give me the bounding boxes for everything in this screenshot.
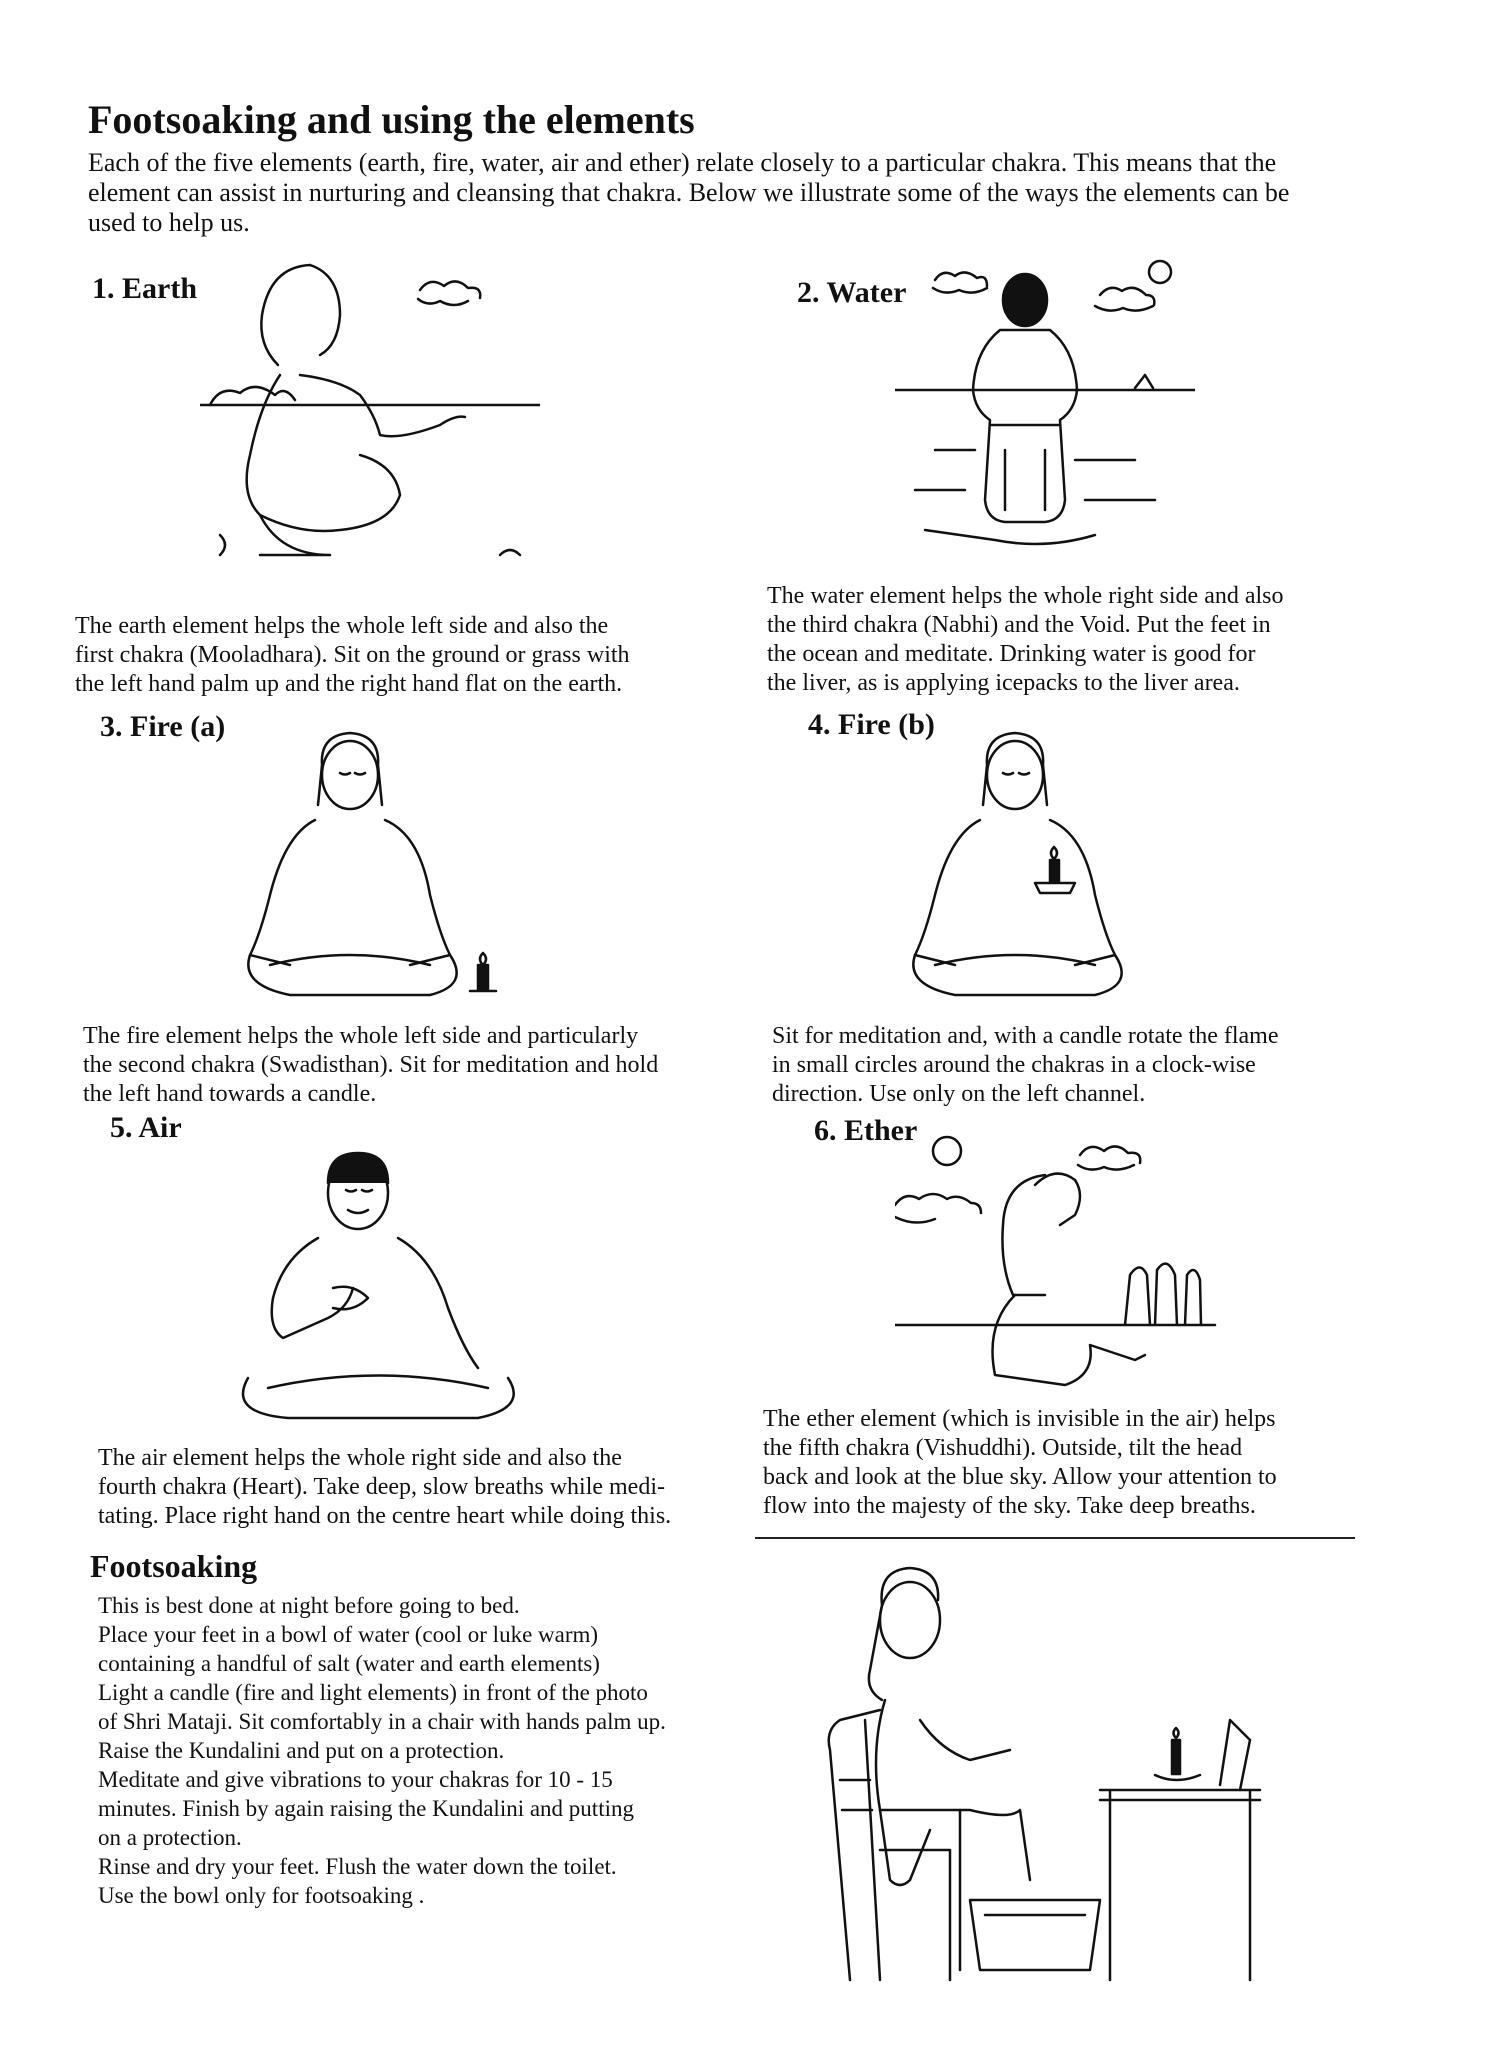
footsoaking-instructions bbox=[98, 1591, 788, 1910]
air-line: The air element helps the whole right side and also the bbox=[98, 1445, 622, 1471]
air-breathing-illustration bbox=[228, 1138, 548, 1428]
fire-b-line: direction. Use only on the left channel. bbox=[772, 1081, 1146, 1107]
instruction-line: of Shri Mataji. Sit comfortably in a chair with hands palm up. bbox=[98, 1709, 666, 1734]
earth-description bbox=[75, 612, 715, 699]
fire-a-line: The fire element helps the whole left side and particularly bbox=[83, 1023, 639, 1049]
fire-a-heading: 3. Fire (a) bbox=[100, 710, 226, 743]
water-heading: 2. Water bbox=[797, 276, 907, 309]
fire-b-description bbox=[772, 1022, 1362, 1109]
fire-b-line: in small circles around the chakras in a clock-wise bbox=[772, 1052, 1256, 1078]
instruction-line: containing a handful of salt (water and earth elements) bbox=[98, 1651, 600, 1676]
earth-line: first chakra (Mooladhara). Sit on the ground or grass with bbox=[75, 642, 630, 668]
instruction-line: This is best done at night before going to bed. bbox=[98, 1593, 520, 1618]
instruction-line: Raise the Kundalini and put on a protection. bbox=[98, 1738, 505, 1763]
water-line: the third chakra (Nabhi) and the Void. Put the feet in bbox=[767, 612, 1271, 638]
ether-description bbox=[763, 1405, 1363, 1521]
ether-sky-illustration bbox=[895, 1125, 1255, 1415]
footsoaking-chair-illustration bbox=[810, 1550, 1330, 1990]
instruction-line: minutes. Finish by again raising the Kundalini and putting bbox=[98, 1796, 634, 1821]
water-meditation-illustration bbox=[895, 250, 1195, 560]
instruction-line: Rinse and dry your feet. Flush the water down the toilet. bbox=[98, 1854, 617, 1879]
earth-heading: 1. Earth bbox=[92, 272, 197, 305]
water-description bbox=[767, 582, 1367, 698]
air-line: fourth chakra (Heart). Take deep, slow breaths while medi- bbox=[98, 1474, 665, 1500]
water-line: The water element helps the whole right side and also bbox=[767, 583, 1284, 609]
instruction-line: Meditate and give vibrations to your chakras for 10 - 15 bbox=[98, 1767, 613, 1792]
footsoaking-heading: Footsoaking bbox=[90, 1548, 258, 1584]
ether-line: flow into the majesty of the sky. Take deep breaths. bbox=[763, 1493, 1256, 1519]
fire-a-line: the left hand towards a candle. bbox=[83, 1081, 377, 1107]
fire-b-heading: 4. Fire (b) bbox=[808, 708, 935, 741]
water-line: the ocean and meditate. Drinking water is good for bbox=[767, 641, 1256, 667]
instruction-line: Light a candle (fire and light elements) in front of the photo bbox=[98, 1680, 648, 1705]
ether-line: back and look at the blue sky. Allow your attention to bbox=[763, 1464, 1277, 1490]
intro-paragraph: Each of the five elements (earth, fire, water, air and ether) relate closely to a particular chakra. This means that the element can assist in nurturing and cleansing that chakra. Below we illustrate some of the ways the elements can be used to help us. bbox=[88, 148, 1290, 237]
air-line: tating. Place right hand on the centre heart while doing this. bbox=[98, 1503, 672, 1529]
ether-heading: 6. Ether bbox=[814, 1114, 918, 1147]
section-divider bbox=[755, 1537, 1355, 1539]
instruction-line: Use the bowl only for footsoaking . bbox=[98, 1883, 425, 1908]
fire-a-line: the second chakra (Swadisthan). Sit for meditation and hold bbox=[83, 1052, 659, 1078]
fire-b-line: Sit for meditation and, with a candle rotate the flame bbox=[772, 1023, 1279, 1049]
fire-candle-rotation-illustration bbox=[905, 725, 1195, 1005]
air-heading: 5. Air bbox=[110, 1111, 182, 1144]
fire-candle-meditation-illustration bbox=[230, 725, 530, 1005]
earth-meditation-illustration bbox=[200, 255, 540, 585]
instruction-line: on a protection. bbox=[98, 1825, 242, 1850]
page-title: Footsoaking and using the elements bbox=[88, 97, 695, 142]
earth-line: The earth element helps the whole left side and also the bbox=[75, 613, 609, 639]
instruction-line: Place your feet in a bowl of water (cool or luke warm) bbox=[98, 1622, 599, 1647]
air-description bbox=[98, 1444, 758, 1531]
fire-a-description bbox=[83, 1022, 743, 1109]
ether-line: the fifth chakra (Vishuddhi). Outside, tilt the head bbox=[763, 1435, 1243, 1461]
earth-line: the left hand palm up and the right hand flat on the earth. bbox=[75, 671, 623, 697]
water-line: the liver, as is applying icepacks to the liver area. bbox=[767, 670, 1240, 696]
ether-line: The ether element (which is invisible in the air) helps bbox=[763, 1406, 1276, 1432]
